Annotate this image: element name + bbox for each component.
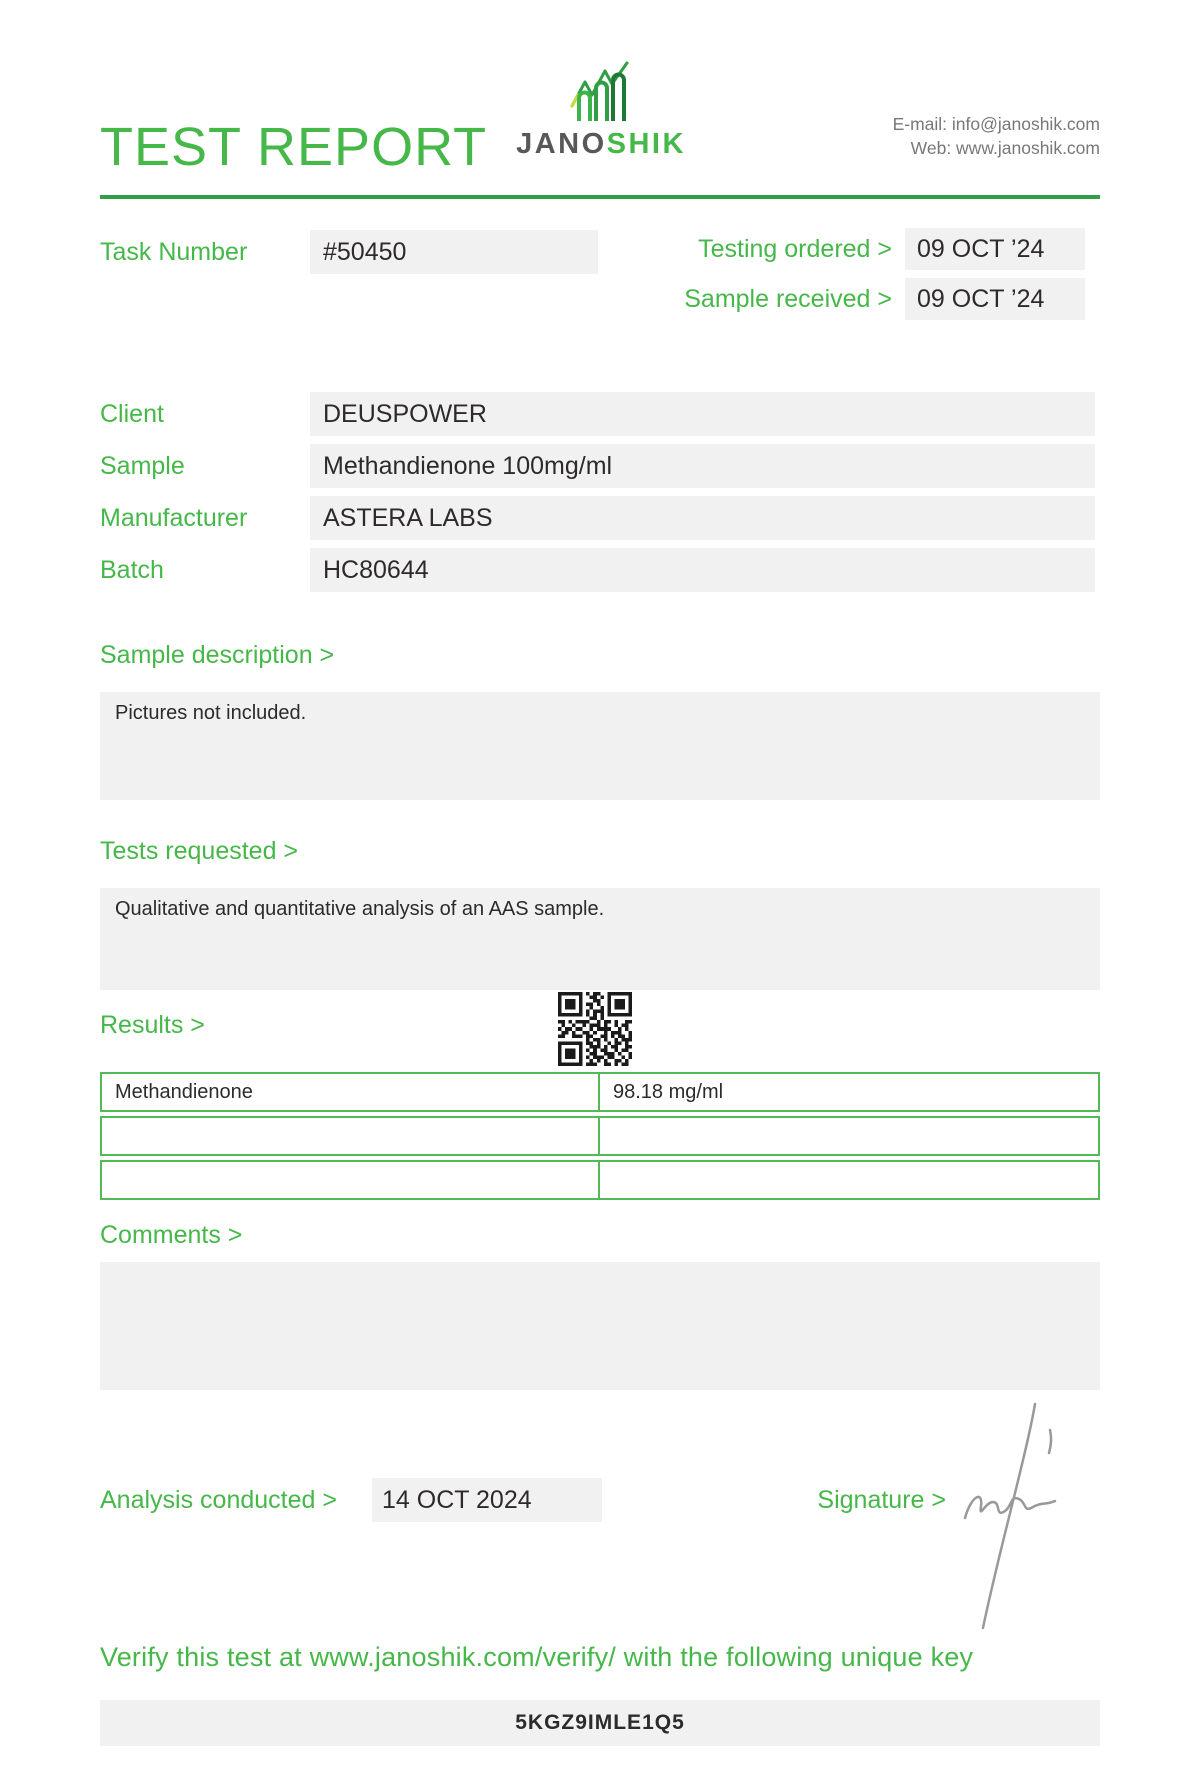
result-analyte: Methandienone <box>102 1074 600 1110</box>
contact-web: Web: www.janoshik.com <box>910 138 1100 158</box>
growth-chart-icon <box>569 60 633 123</box>
manufacturer-label: Manufacturer <box>100 504 248 532</box>
unique-key-value: 5KGZ9IMLE1Q5 <box>100 1700 1100 1746</box>
contact-email: E-mail: info@janoshik.com <box>892 114 1100 134</box>
task-number-label: Task Number <box>100 238 248 266</box>
tests-requested-box: Qualitative and quantitative analysis of an AAS sample. <box>100 888 1100 990</box>
logo-wordmark <box>485 130 717 159</box>
signature-handwriting <box>955 1398 1070 1633</box>
header-divider <box>100 195 1100 199</box>
testing-ordered-label: Testing ordered > <box>698 235 892 263</box>
sample-description-box: Pictures not included. <box>100 692 1100 800</box>
comments-heading: Comments > <box>100 1221 243 1249</box>
result-row <box>100 1160 1100 1200</box>
client-label: Client <box>100 400 164 428</box>
qr-code <box>558 992 632 1066</box>
verify-instruction: Verify this test at www.janoshik.com/verify/ with the following unique key <box>100 1642 974 1672</box>
sample-received-label: Sample received > <box>684 285 892 313</box>
results-heading: Results > <box>100 1011 205 1039</box>
sample-received-value: 09 OCT ’24 <box>905 278 1085 320</box>
client-value: DEUSPOWER <box>310 392 1095 436</box>
logo-text-jano: JANO <box>516 128 607 160</box>
page-title: TEST REPORT <box>100 117 488 177</box>
sample-value: Methandienone 100mg/ml <box>310 444 1095 488</box>
sample-description-heading: Sample description > <box>100 641 335 669</box>
contact-info <box>740 112 1100 160</box>
result-row <box>100 1072 1100 1112</box>
result-value <box>600 1162 1098 1198</box>
result-value <box>600 1118 1098 1154</box>
tests-requested-heading: Tests requested > <box>100 837 299 865</box>
analysis-conducted-label: Analysis conducted > <box>100 1486 337 1514</box>
janoshik-logo <box>485 60 717 159</box>
result-row <box>100 1116 1100 1156</box>
result-analyte <box>102 1162 600 1198</box>
testing-ordered-value: 09 OCT ’24 <box>905 228 1085 270</box>
batch-value: HC80644 <box>310 548 1095 592</box>
result-value: 98.18 mg/ml <box>613 1081 724 1103</box>
signature-label: Signature > <box>817 1486 946 1514</box>
comments-box <box>100 1262 1100 1390</box>
sample-label: Sample <box>100 452 185 480</box>
logo-text-shik: SHIK <box>606 128 686 160</box>
result-analyte <box>102 1118 600 1154</box>
analysis-conducted-value: 14 OCT 2024 <box>372 1478 602 1522</box>
task-number-value: #50450 <box>310 230 598 274</box>
manufacturer-value: ASTERA LABS <box>310 496 1095 540</box>
batch-label: Batch <box>100 556 164 584</box>
